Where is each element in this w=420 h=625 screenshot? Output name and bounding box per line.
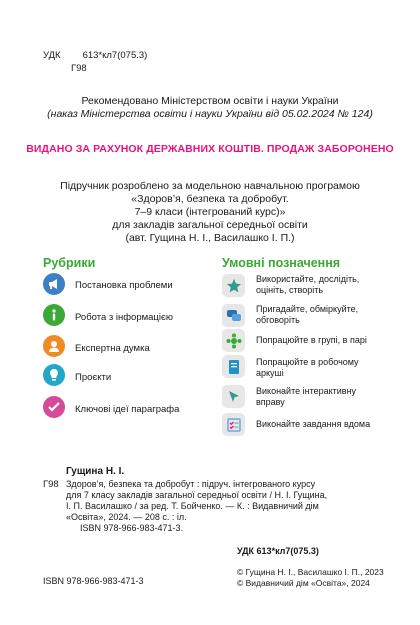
workbook-icon [222, 355, 245, 378]
rubric-item-expert: Експертна думка [75, 343, 150, 354]
legend-title: Умовні позначення [222, 256, 341, 270]
description-line: Підручник розроблено за модельною навчальною програмою [60, 180, 360, 192]
rubric-item-problem: Постановка проблеми [75, 280, 173, 291]
chat-icon [222, 304, 245, 327]
description-line: «Здоров’я, безпека та добробут. [131, 193, 289, 205]
star-icon [222, 274, 245, 297]
legend-item-homework: Виконайте завдання вдома [256, 419, 371, 429]
description-line: (авт. Гущина Н. І., Василашко І. П.) [125, 232, 295, 244]
lightbulb-icon [43, 364, 65, 386]
copyright-publisher: © Видавничий дім «Освіта», 2024 [237, 578, 370, 588]
cursor-icon [222, 385, 245, 408]
group-icon [222, 329, 245, 352]
udk-block-top [43, 49, 147, 75]
expert-icon [43, 335, 65, 357]
home-task-icon [222, 413, 245, 436]
legend-item-use: Використайте, дослідіть, оцініть, створіть [256, 274, 360, 295]
description-line: 7–9 класи (інтегрований курс)» [134, 206, 286, 218]
textbook-description [0, 180, 420, 245]
rubric-item-projects: Проєкти [75, 372, 112, 383]
legend-item-group: Попрацюйте в групі, в парі [256, 335, 367, 345]
udk-label: УДК [43, 50, 61, 61]
udk-bottom: УДК 613*кл7(075.3) [237, 546, 319, 556]
isbn-bottom: ISBN 978-966-983-471-3 [43, 576, 144, 586]
copyright-authors: © Гущина Н. І., Василашко І. П., 2023 [237, 567, 384, 577]
key-idea-icon [43, 396, 65, 418]
rubric-item-info: Робота з інформацією [75, 312, 173, 323]
order-line: (наказ Міністерства освіти і науки України від 05.02.2024 № 124) [47, 108, 373, 120]
info-icon [43, 304, 65, 326]
legend-item-interactive: Виконайте інтерактивну вправу [256, 386, 357, 407]
rubriky-title: Рубрики [43, 256, 96, 270]
legend-item-workbook: Попрацюйте в робочому аркуші [256, 357, 359, 378]
udk-index: Г98 [71, 63, 87, 74]
udk-code: 613*кл7(075.3) [82, 50, 148, 61]
megaphone-icon [43, 273, 65, 295]
description-line: для закладів загальної середньої освіти [112, 219, 308, 231]
rubric-item-key-ideas: Ключові ідеї параграфа [75, 404, 180, 415]
recommendation-line: Рекомендовано Міністерством освіти і науки України [81, 95, 339, 107]
catalog-description: Здоров’я, безпека та добробут : підруч. інтегрованого курсу для 7 класу закладів загальної середньої освіти / Н. І. Гущина, І. П. Василашко / за ред. Т. Бойченко. — К. : Видавничий дім «Освіта», 2024. — 208 с. : іл. ISBN 978-966-983-471-3. [66, 479, 328, 533]
catalog-author: Гущина Н. І. [66, 466, 125, 477]
state-funded-warning: ВИДАНО ЗА РАХУНОК ДЕРЖАВНИХ КОШТІВ. ПРОДАЖ ЗАБОРОНЕНО [26, 143, 394, 155]
legend-item-discuss: Пригадайте, обміркуйте, обговоріть [256, 304, 359, 325]
catalog-code: Г98 [43, 479, 59, 490]
